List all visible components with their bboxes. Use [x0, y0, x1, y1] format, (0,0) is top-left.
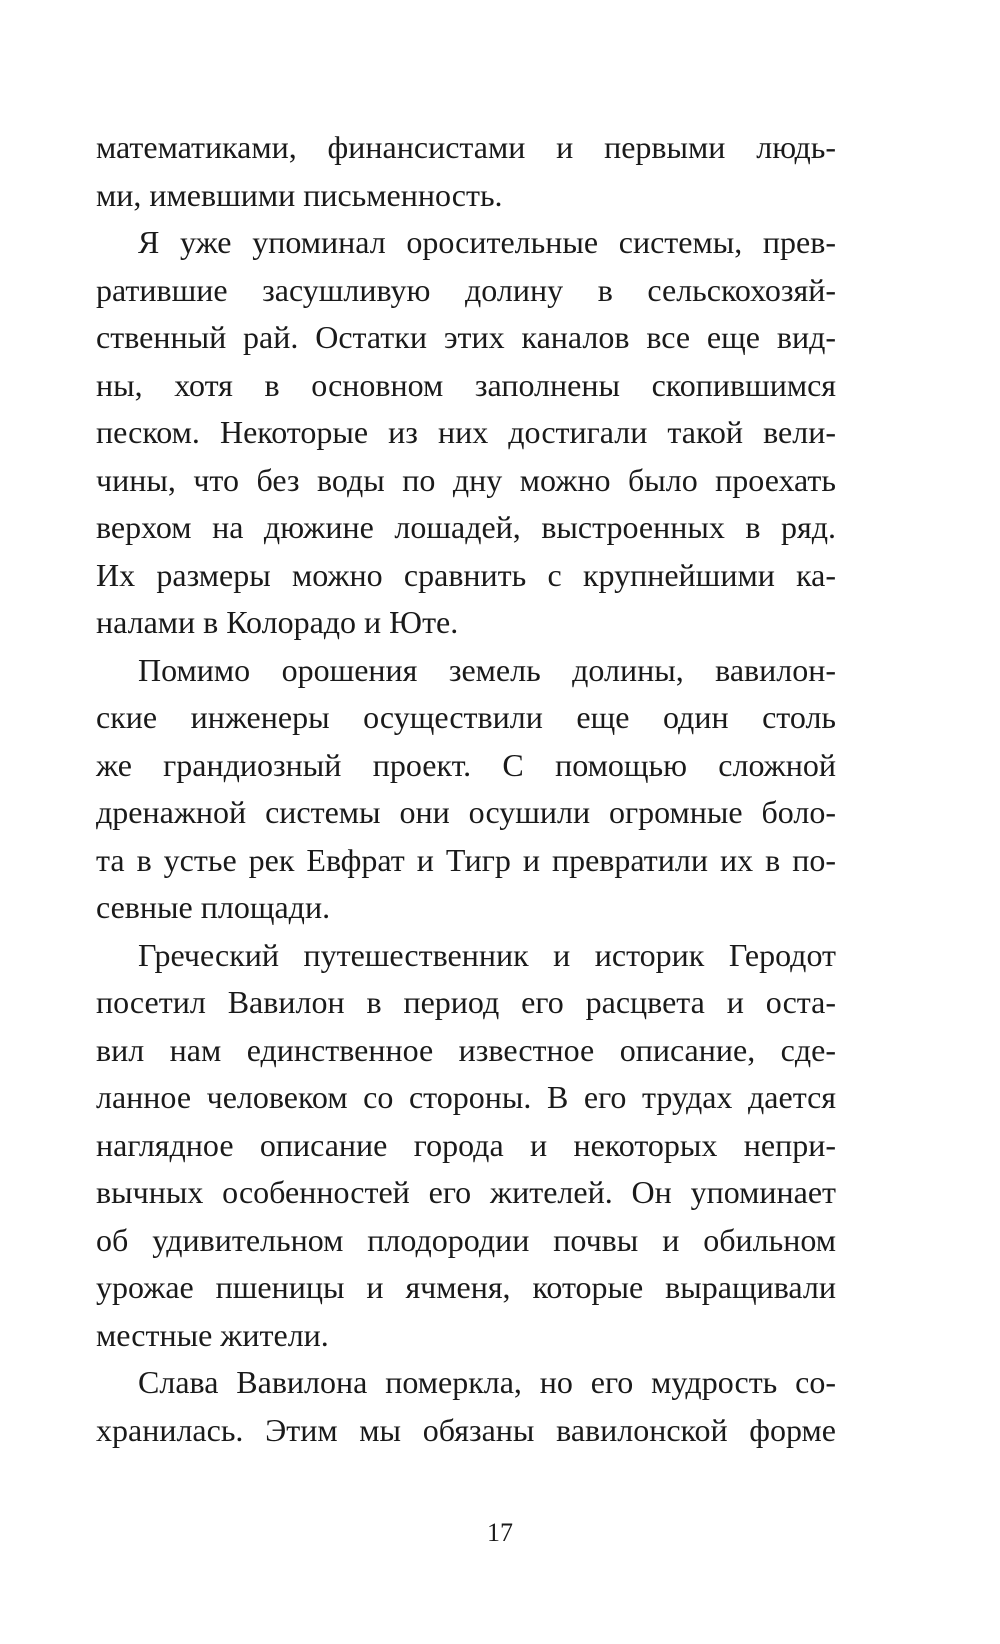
text-line: вил нам единственное известное описание, сде- — [96, 1031, 836, 1068]
text-line: та в устье рек Евфрат и Тигр и превратили их в по- — [96, 841, 836, 878]
text-line: Я уже упоминал оросительные системы, прев- — [138, 224, 836, 260]
text-line: Греческий путешественник и историк Геродот — [138, 936, 836, 973]
text-line: вычных особенностей его жителей. Он упоминает — [96, 1174, 836, 1210]
text-line: об удивительном плодородии почвы и обильном — [96, 1221, 836, 1258]
text-line: верхом на дюжине лошадей, выстроенных в ряд. — [96, 509, 836, 545]
text-line: местные жители. — [96, 1316, 329, 1353]
text-line: дренажной системы они осушили огромные боло- — [96, 794, 836, 830]
text-line: ские инженеры осуществили еще один столь — [96, 699, 836, 735]
text-line: хранилась. Этим мы обязаны вавилонской форме — [96, 1411, 836, 1448]
text-line: математиками, финансистами и первыми людь- — [96, 129, 836, 165]
text-line: наглядное описание города и некоторых непри- — [96, 1126, 836, 1163]
text-line: песком. Некоторые из них достигали такой вели- — [96, 414, 836, 450]
text-line: ратившие засушливую долину в сельскохозяй- — [96, 271, 836, 308]
page-number: 17 — [487, 1518, 513, 1547]
paragraph — [96, 219, 836, 647]
text-line: же грандиозный проект. С помощью сложной — [96, 746, 836, 783]
paragraph — [96, 932, 836, 1360]
paragraph — [96, 124, 836, 219]
text-line: ственный рай. Остатки этих каналов все еще вид- — [96, 319, 836, 355]
text-line: севные площади. — [96, 889, 331, 925]
text-line: посетил Вавилон в период его расцвета и оста- — [96, 984, 836, 1020]
text-line: чины, что без воды по дну можно было проехать — [96, 461, 836, 498]
text-line: налами в Колорадо и Юте. — [96, 604, 459, 640]
text-line: ми, имевшими письменность. — [96, 176, 503, 213]
text-line: урожае пшеницы и ячменя, которые выращивали — [96, 1269, 836, 1305]
paragraph — [96, 647, 836, 932]
text-line: Слава Вавилона померкла, но его мудрость со- — [138, 1364, 836, 1400]
text-line: Помимо орошения земель долины, вавилон- — [138, 651, 836, 688]
text-line: Их размеры можно сравнить с крупнейшими ка- — [96, 556, 836, 593]
body-text — [96, 124, 836, 1454]
text-line: ланное человеком со стороны. В его трудах дается — [96, 1079, 836, 1115]
text-line: ны, хотя в основном заполнены скопившимся — [96, 366, 836, 403]
paragraph — [96, 1359, 836, 1454]
